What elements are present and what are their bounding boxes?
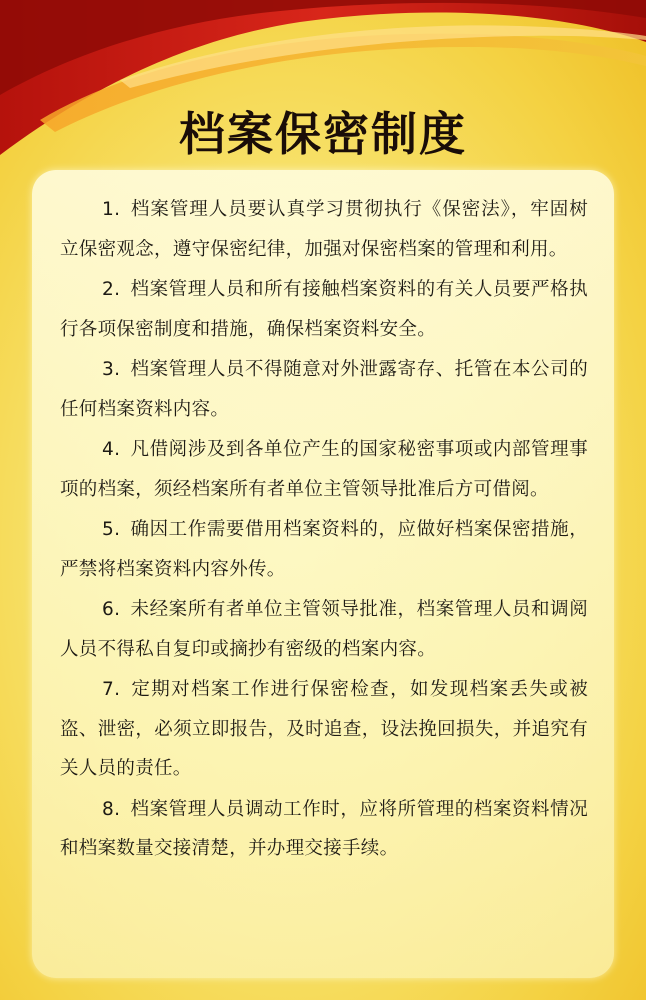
rule-item — [60, 510, 588, 589]
rule-number: 1. — [102, 199, 121, 220]
rule-number: 5. — [102, 519, 121, 540]
rule-item — [60, 590, 588, 669]
rule-number: 6. — [102, 599, 121, 620]
rule-text: 凡借阅涉及到各单位产生的国家秘密事项或内部管理事项的档案，须经档案所有者单位主管领导批准后方可借阅。 — [60, 439, 588, 500]
rule-number: 4. — [102, 439, 121, 460]
rule-item — [60, 790, 588, 869]
rule-number: 8. — [102, 798, 121, 820]
rule-item — [60, 670, 588, 789]
rule-number: 3. — [102, 359, 121, 380]
rule-text: 未经案所有者单位主管领导批准，档案管理人员和调阅人员不得私自复印或摘抄有密级的档案内容。 — [60, 599, 588, 660]
rules-list — [60, 190, 588, 870]
rule-text: 档案管理人员不得随意对外泄露寄存、托管在本公司的任何档案资料内容。 — [60, 359, 588, 420]
rule-item — [60, 430, 588, 509]
rule-text: 档案管理人员和所有接触档案资料的有关人员要严格执行各项保密制度和措施，确保档案资料安全。 — [60, 279, 588, 340]
rule-text: 定期对档案工作进行保密检查，如发现档案丢失或被盗、泄密，必须立即报告，及时追查，设法挽回损失，并追究有关人员的责任。 — [60, 679, 588, 779]
rule-item — [60, 190, 588, 269]
page-title: 档案保密制度 — [179, 107, 467, 161]
rule-item — [60, 350, 588, 429]
rule-number: 7. — [102, 679, 121, 700]
rule-text: 确因工作需要借用档案资料的，应做好档案保密措施，严禁将档案资料内容外传。 — [60, 519, 588, 580]
rule-item — [60, 270, 588, 349]
rule-text: 档案管理人员调动工作时，应将所管理的档案资料情况和档案数量交接清楚，并办理交接手续。 — [60, 798, 588, 859]
rule-number: 2. — [102, 279, 121, 300]
rule-text: 档案管理人员要认真学习贯彻执行《保密法》，牢固树立保密观念，遵守保密纪律，加强对保密档案的管理和利用。 — [60, 199, 588, 260]
